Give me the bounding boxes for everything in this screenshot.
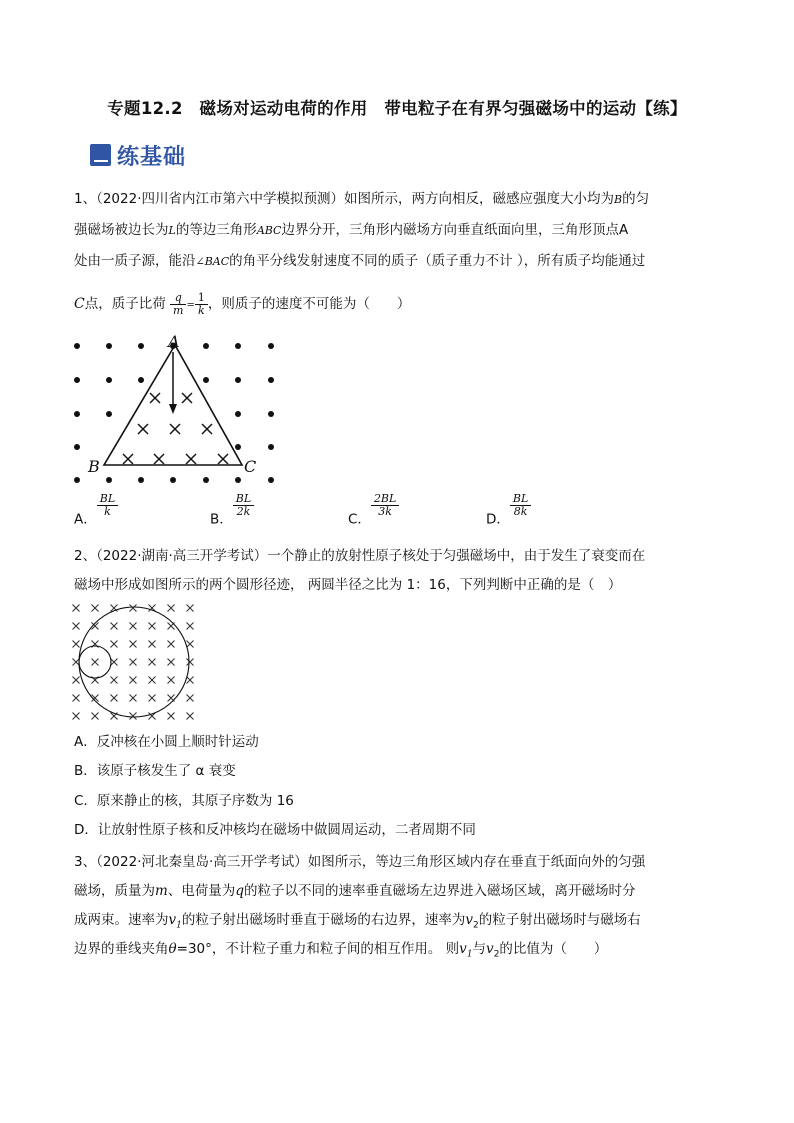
- q1-text: 1、（2022·四川省内江市第六中学模拟预测）如图所示，两方向相反，磁感应强度大小均为: [74, 191, 614, 207]
- q1-line-2: [74, 219, 724, 242]
- page-title: 专题12.2 磁场对运动电荷的作用 带电粒子在有界匀强磁场中的运动【练】: [107, 99, 687, 118]
- q1-text: 的角平分线发射速度不同的质子（质子重力不计 ），所有质子均能通过: [229, 253, 646, 269]
- q3-symbol-v2: v: [465, 912, 474, 928]
- option-fraction: [233, 493, 254, 518]
- q1-option-b[interactable]: [210, 493, 254, 531]
- q1-option-d[interactable]: [486, 493, 531, 531]
- q3-subscript: 2: [473, 920, 479, 931]
- q3-symbol-theta: θ: [168, 941, 177, 957]
- q3-text: 的粒子射出磁场时与磁场右: [478, 912, 641, 928]
- field-dot: [74, 444, 80, 450]
- q3-line-1: 3、（2022·河北秦皇岛·高三开学考试）如图所示，等边三角形区域内存在垂直于纸面向外的匀强: [74, 854, 646, 870]
- field-dot: [203, 377, 209, 383]
- q1-text: 强磁场被边长为: [74, 222, 169, 238]
- q1-charge-mass-fraction: [170, 292, 186, 317]
- q1-frac-num: 1: [195, 292, 208, 305]
- q3-subscript: 2: [493, 949, 500, 960]
- field-dot: [106, 411, 112, 417]
- field-dot: [235, 411, 241, 417]
- book-icon: [90, 144, 111, 166]
- field-dot: [138, 377, 144, 383]
- option-den: 3k: [378, 505, 392, 518]
- option-letter: A．: [74, 511, 97, 528]
- q3-text: 、电荷量为: [167, 883, 236, 899]
- field-dot: [74, 477, 80, 483]
- q3-symbol-m: m: [155, 883, 168, 899]
- q1-symbol-angle: ∠BAC: [195, 255, 230, 268]
- q3-symbol-v2: v: [486, 941, 494, 957]
- q1-line-1: [74, 188, 724, 211]
- field-dot: [203, 343, 209, 349]
- q3-symbol-q: q: [235, 883, 244, 899]
- q2-option-d[interactable]: D．让放射性原子核和反冲核均在磁场中做圆周运动，二者周期不同: [74, 822, 476, 838]
- field-dot: [235, 377, 241, 383]
- section-header: [90, 140, 186, 170]
- q3-line-2: [74, 880, 724, 902]
- field-dot: [235, 444, 241, 450]
- field-dot: [268, 477, 274, 483]
- q1-equals: =: [186, 300, 195, 311]
- field-dot: [138, 343, 144, 349]
- q1-text: 的等边三角形: [175, 222, 257, 238]
- q2-option-b[interactable]: B．该原子核发生了 α 衰变: [74, 763, 236, 779]
- option-fraction: [371, 493, 399, 518]
- option-letter: C．: [348, 511, 371, 528]
- field-dot: [235, 477, 241, 483]
- field-dot: [138, 477, 144, 483]
- q1-frac-den: k: [198, 303, 205, 317]
- field-crosses: [123, 393, 228, 464]
- q1-one-over-k-fraction: [195, 292, 208, 317]
- q3-text: =30°，不计粒子重力和粒子间的相互作用。 则: [176, 941, 460, 957]
- field-dot: [268, 444, 274, 450]
- q3-text: 磁场，质量为: [74, 883, 155, 899]
- vertex-a-label: A: [168, 332, 180, 351]
- q3-text: 边界的垂线夹角: [74, 941, 169, 957]
- q1-text: 边界分开，三角形内磁场方向垂直纸面向里，三角形顶点A: [281, 222, 629, 238]
- field-dot: [106, 377, 112, 383]
- q1-symbol-c: C: [74, 296, 85, 312]
- q2-line-2: 磁场中形成如图所示的两个圆形径迹， 两圆半径之比为 1：16，下列判断中正确的是（ ）: [74, 577, 622, 593]
- option-den: 2k: [236, 505, 251, 518]
- q1-figure: [66, 328, 296, 488]
- option-fraction: [510, 493, 531, 518]
- vertex-b-label: B: [88, 457, 100, 476]
- q3-line-3: [74, 909, 724, 937]
- field-dot: [235, 343, 241, 349]
- option-letter: B．: [210, 511, 233, 528]
- field-dot: [203, 477, 209, 483]
- q2-option-c[interactable]: C．原来静止的核，其原子序数为 16: [74, 793, 294, 809]
- field-dot: [106, 477, 112, 483]
- field-dot: [74, 377, 80, 383]
- q1-text: 的匀: [622, 191, 650, 207]
- q1-symbol-l: L: [168, 224, 176, 237]
- option-den: k: [104, 505, 111, 518]
- q2-figure: [66, 598, 206, 724]
- q2-option-a[interactable]: A．反冲核在小圆上顺时针运动: [74, 734, 259, 750]
- option-num: 2BL: [371, 493, 399, 506]
- q1-line-4: [74, 290, 724, 320]
- q3-subscript: 1: [176, 920, 182, 931]
- q1-symbol-abc: ABC: [256, 224, 282, 237]
- q1-text: ，则质子的速度不可能为（ ）: [207, 296, 411, 312]
- q1-line-3: [74, 250, 724, 273]
- field-dot: [74, 343, 80, 349]
- q3-symbol-v1: v: [459, 941, 467, 957]
- q3-text: 与: [472, 941, 487, 957]
- q3-text: 成两束。速率为: [74, 912, 169, 928]
- field-crosses: [73, 605, 194, 720]
- velocity-arrowhead: [169, 404, 177, 414]
- q3-text: 的粒子以不同的速率垂直磁场左边界进入磁场区域，离开磁场时分: [243, 883, 636, 899]
- option-num: BL: [97, 493, 118, 506]
- q3-text: 的比值为（ ）: [499, 941, 608, 957]
- q1-text: 处由一质子源，能沿: [74, 253, 196, 269]
- option-num: BL: [510, 493, 531, 506]
- vertex-c-label: C: [244, 457, 257, 476]
- q1-symbol-b: B: [614, 193, 623, 206]
- section-label: 练基础: [117, 144, 187, 170]
- q1-option-a[interactable]: [74, 493, 118, 531]
- q1-option-c[interactable]: [348, 493, 399, 531]
- field-dot: [106, 343, 112, 349]
- q3-line-4: [74, 938, 724, 966]
- field-dot: [268, 343, 274, 349]
- q1-frac-num: q: [170, 292, 186, 305]
- q3-subscript: 1: [466, 949, 473, 960]
- field-dot: [268, 411, 274, 417]
- option-fraction: [97, 493, 118, 518]
- field-dot: [74, 411, 80, 417]
- field-dot: [170, 477, 176, 483]
- option-letter: D．: [486, 511, 510, 528]
- q3-text: 的粒子射出磁场时垂直于磁场的右边界，速率为: [181, 912, 466, 928]
- option-num: BL: [233, 493, 254, 506]
- q1-text: 点，质子比荷: [84, 296, 166, 312]
- option-den: 8k: [513, 505, 528, 518]
- q1-frac-den: m: [173, 303, 184, 317]
- field-dot: [268, 377, 274, 383]
- q2-line-1: 2、（2022·湖南·高三开学考试）一个静止的放射性原子核处于匀强磁场中，由于发生了衰变而在: [74, 548, 646, 564]
- q3-symbol-v1: v: [168, 912, 177, 928]
